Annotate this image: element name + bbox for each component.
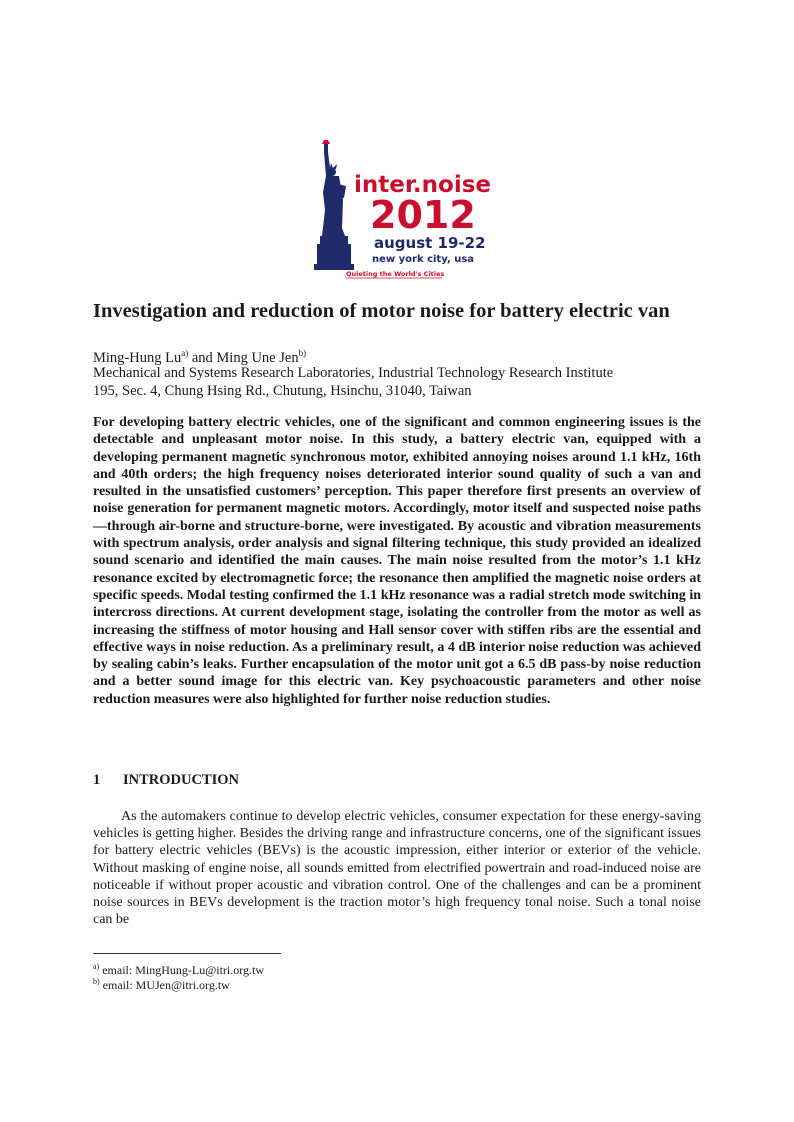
conference-logo xyxy=(312,140,492,288)
logo-tagline: Quieting the World's Cities xyxy=(346,270,445,278)
footnote-mark: b) xyxy=(298,348,307,358)
footnote-text: email: MingHung-Lu@itri.org.tw xyxy=(99,963,265,977)
logo-dates: august 19-22 xyxy=(374,234,486,252)
footnote-divider xyxy=(93,953,281,954)
introduction-paragraph: As the automakers continue to develop electric vehicles, consumer expectation for these energy-saving vehicles is getting higher. Besides the driving range and infrastructure concerns, one of the significant issues for battery electric vehicles (BEVs) is the acoustic impression, either interior or exterior of the vehicle. Without masking of engine noise, all sounds emitted from electrified powertrain and road-induced noise are noticeable if without proper acoustic and vibration control. One of the challenges and can be a prominent noise sources in BEVs development is the traction motor’s high frequency tonal noise. Such a tonal noise can be xyxy=(93,809,701,928)
logo-title: inter.noise xyxy=(354,172,492,198)
section-heading xyxy=(93,772,239,789)
author-connector: and xyxy=(188,349,217,366)
footnote-mark: a) xyxy=(181,348,189,358)
statue-of-liberty-icon xyxy=(314,140,354,270)
author-name: Ming Une Jen xyxy=(216,349,299,366)
logo-location: new york city, usa xyxy=(372,254,475,265)
author-name: Ming-Hung Lu xyxy=(93,349,182,366)
logo-year: 2012 xyxy=(370,193,476,237)
footnote-mark: a) xyxy=(93,962,100,971)
section-title: INTRODUCTION xyxy=(123,772,240,788)
affiliation-line: Mechanical and Systems Research Laboratories, Industrial Technology Research Institute xyxy=(93,365,614,381)
footnote-mark: b) xyxy=(93,977,100,986)
footnote xyxy=(93,975,230,992)
paper-title: Investigation and reduction of motor noise for battery electric van xyxy=(93,300,670,322)
abstract: For developing battery electric vehicles, one of the significant and common engineering issues is the detectable and unpleasant motor noise. In this study, a battery electric van, equipped with a developing permanent magnetic synchronous motor, exhibited annoying noises around 1.1 kHz, 16th and 40th orders; the high frequency noises deteriorated interior sound quality of such a van and resulted in the unsatisfied customers’ perception. This paper therefore first presents an overview of noise generation for permanent magnetic motors. Accordingly, motor itself and suspected noise paths—through air-borne and structure-borne, were investigated. By acoustic and vibration measurements with spectrum analysis, order analysis and signal filtering technique, this study provided an idealized sound scenario and identified the main causes. The main noise resulted from the motor’s 1.1 kHz resonance excited by electromagnetic force; the resonance then amplified the magnetic noise orders at specific speeds. Modal testing confirmed the 1.1 kHz resonance was a radial stretch mode switching in intercross directions. At current development stage, isolating the controller from the motor as well as increasing the stiffness of motor housing and Hall sensor cover with stiffen ribs are the essential and effective ways in noise reduction. As a preliminary result, a 4 dB interior noise reduction was achieved by sealing cabin’s leaks. Further encapsulation of the motor unit got a 6.5 dB pass-by noise reduction and a better sound image for this electric van. Key psychoacoustic parameters and other noise reduction measures were also highlighted for further noise reduction studies. xyxy=(93,415,701,707)
section-number: 1 xyxy=(93,772,101,788)
address-line: 195, Sec. 4, Chung Hsing Rd., Chutung, Hsinchu, 31040, Taiwan xyxy=(93,383,472,399)
footnote-text: email: MUJen@itri.org.tw xyxy=(99,978,230,992)
